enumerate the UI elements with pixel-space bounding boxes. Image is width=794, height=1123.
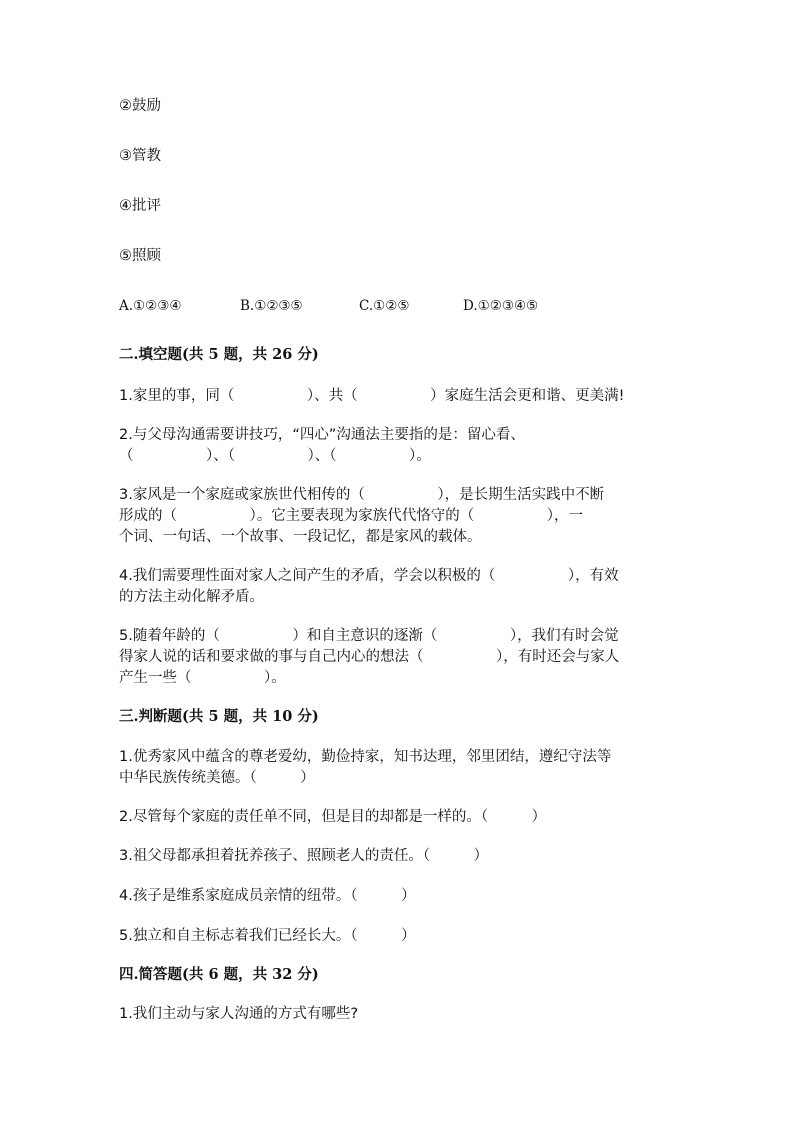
option-item-3: ③管教 [119, 148, 161, 164]
question-line: 4.我们需要理性面对家人之间产生的矛盾，学会以积极的（ ），有效 [119, 568, 619, 584]
question-judge-3: 3.祖父母都承担着抚养孩子、照顾老人的责任。（ ） [119, 848, 489, 864]
option-item-4: ④批评 [119, 198, 161, 214]
question-line: 3.家风是一个家庭或家族世代相传的（ ），是长期生活实践中不断 [119, 487, 605, 503]
question-line: 形成的（ ）。它主要表现为家族代代恪守的（ ），一 [119, 508, 583, 524]
question-line: 得家人说的话和要求做的事与自己内心的想法（ ），有时还会与家人 [119, 649, 620, 665]
section-heading-fill: 二.填空题(共 5 题，共 26 分) [119, 346, 319, 363]
section-heading-judge: 三.判断题(共 5 题，共 10 分) [119, 708, 319, 725]
choice-a: A.①②③④ [119, 298, 182, 314]
question-short-1: 1.我们主动与家人沟通的方式有哪些? [119, 1006, 359, 1022]
choice-c: C.①②⑤ [359, 298, 410, 314]
question-line: 产生一些（ ）。 [119, 670, 286, 686]
question-judge-2: 2.尽管每个家庭的责任单不同，但是目的却都是一样的。（ ） [119, 809, 547, 825]
question-line: 中华民族传统美德。（ ） [119, 770, 315, 786]
question-line: 2.与父母沟通需要讲技巧，“四心”沟通法主要指的是：留心看、 [119, 427, 525, 443]
question-line: 个词、一句话、一个故事、一段记忆，都是家风的载体。 [119, 529, 482, 545]
question-line: 1.优秀家风中蕴含的尊老爱幼，勤俭持家，知书达理，邻里团结，遵纪守法等 [119, 749, 612, 765]
choice-d: D.①②③④⑤ [463, 298, 539, 314]
question-line: 1.家里的事，同（ ）、共（ ）家庭生活会更和谐、更美满! [119, 388, 625, 404]
option-item-2: ②鼓励 [119, 98, 161, 114]
question-judge-5: 5.独立和自主标志着我们已经长大。（ ） [119, 928, 416, 944]
section-heading-short: 四.简答题(共 6 题，共 32 分) [119, 966, 319, 983]
option-item-5: ⑤照顾 [119, 248, 161, 264]
question-line: （ ）、（ ）、（ ）。 [119, 448, 431, 464]
choice-b: B.①②③⑤ [240, 298, 303, 314]
question-line: 5.随着年龄的（ ）和自主意识的逐渐（ ），我们有时会觉 [119, 628, 619, 644]
question-judge-4: 4.孩子是维系家庭成员亲情的纽带。（ ） [119, 888, 416, 904]
question-line: 的方法主动化解矛盾。 [119, 589, 264, 605]
